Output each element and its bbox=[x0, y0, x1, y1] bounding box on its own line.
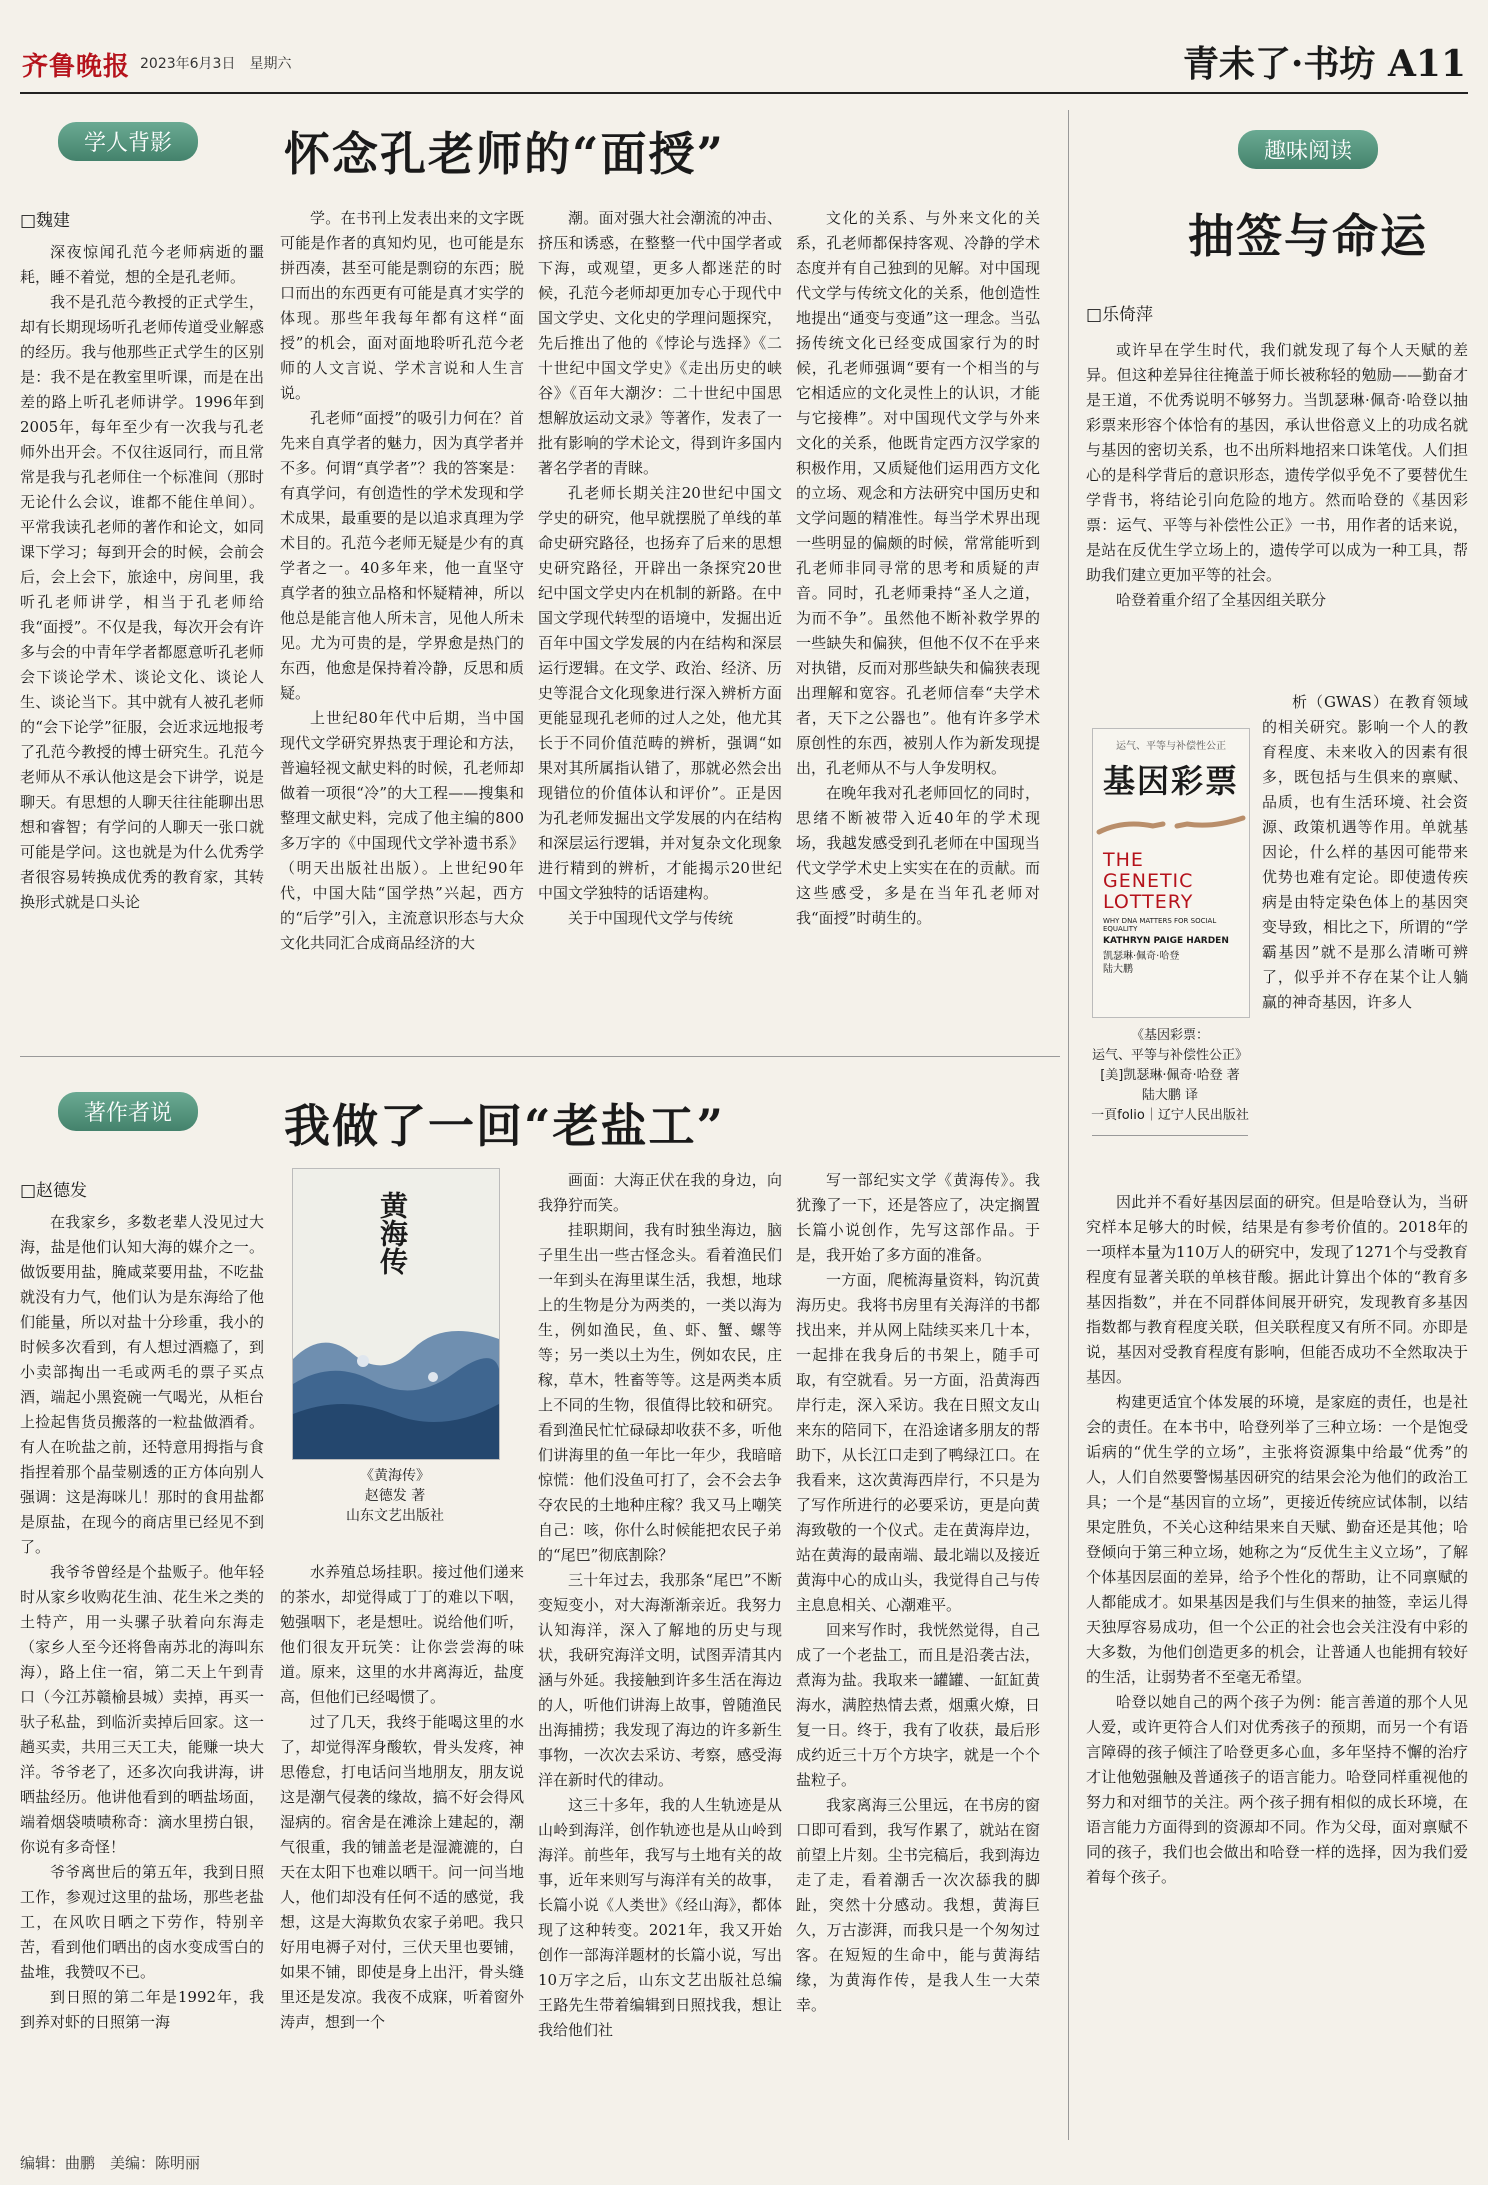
section-title: 青未了·书坊 A11 bbox=[1182, 43, 1466, 85]
paragraph: 因此并不看好基因层面的研究。但是哈登认为，当研究样本足够大的时候，结果是有参考价值的。2018年的一项样本量为110万人的研究中，发现了1271个与受教育程度有显著关联的单核苷酸。据此计算出个体的“教育多基因指数”，并在不同群体间展开研究，发现教育多基因指数都与教育程度关联，但关联程度又有所不同。亦即是说，基因对受教育程度有影响，但能否成功不全然取决于基因。 bbox=[1086, 1193, 1468, 1386]
paragraph: 到日照的第二年是1992年，我到养对虾的日照第一海 bbox=[20, 1988, 264, 2031]
paragraph: 析（GWAS）在教育领域的相关研究。影响一个人的教育程度、未来收入的因素有很多，既包括与生俱来的禀赋、品质，也有生活环境、社会资源、政策机遇等作用。单就基因论，什么样的基因可能带来优势也难有定论。即使遗传疾病是由特定染色体上的基因突变导致，相比之下，所谓的“学霸基因”就不是那么清晰可辨了，似乎并不存在某个让人躺赢的神奇基因，许多人 bbox=[1262, 693, 1468, 1011]
issue-date bbox=[140, 53, 305, 73]
paragraph: 文化的关系、与外来文化的关系，孔老师都保持客观、冷静的学术态度并有自己独到的见解。对中国现代文学与传统文化的关系，他创造性地提出“通变与变通”这一理念。当弘扬传统文化已经变成国家行为的时候，孔老师强调“要有一个相当的与它相适应的文化灵性上的认识，才能与它接榫”。对中国现代文学与外来文化的关系，他既肯定西方汉学家的积极作用，又质疑他们运用西方文化的立场、观念和方法研究中国历史和文学问题的精准性。每当学术界出现一些明显的偏颇的时候，常常能听到孔老师非同寻常的思考和质疑的声音。同时，孔老师秉持“圣人之道，为而不争”。虽然他不断补救学界的一些缺失和偏狭，但他不仅不在乎来对执错，反而对那些缺失和偏狭表现出理解和宽容。孔老师信奉“夫学术者，天下之公器也”。他有许多学术原创性的东西，被别人作为新发现提出，孔老师从不与人争发明权。 bbox=[796, 209, 1040, 777]
tag-scholar: 学人背影 bbox=[58, 122, 198, 161]
paragraph: 水养殖总场挂职。接过他们递来的茶水，却觉得咸丁丁的难以下咽，勉强咽下，老是想吐。说给他们听，他们很友开玩笑：让你尝尝海的味道。原来，这里的水井离海近，盐度高，但他们已经喝惯了。 bbox=[280, 1563, 524, 1706]
cover-en-title bbox=[1093, 850, 1249, 913]
caption-line-1: 《基因彩票： bbox=[1130, 1028, 1209, 1043]
caption-line-4: 陆大鹏 译 bbox=[1141, 1088, 1199, 1103]
paragraph: 孔老师“面授”的吸引力何在？首先来自真学者的魅力，因为真学者并不多。何谓“真学者”？我的答案是：有真学问，有创造性的学术发现和学术成果，最重要的是以追求真理为学术目的。孔范今老师无疑是少有的真学者之一。40多年来，他一直坚守真学者的独立品格和怀疑精神，所以他总是能言他人所未言，见他人所未见。尤为可贵的是，学界愈是热门的东西，他愈是保持着冷静，反思和质疑。 bbox=[280, 409, 524, 702]
article2-title: 我做了一回“老盐工” bbox=[284, 1099, 725, 1153]
cover-en-author: KATHRYN PAIGE HARDEN bbox=[1103, 936, 1229, 946]
paragraph: 画面：大海正伏在我的身边，向我狰狞而笑。 bbox=[538, 1171, 782, 1214]
paragraph: 这三十多年，我的人生轨迹是从山岭到海洋，创作轨迹也是从山岭到海洋。前些年，我写与土地有关的故事，近年来则写与海洋有关的故事，长篇小说《人类世》《经山海》，都体现了这种转变。2021年，我又开始创作一部海洋题材的长篇小说，写出10万字之后，山东文艺出版社总编王路先生带着编辑到日照找我，想让我给他们社 bbox=[538, 1796, 782, 2039]
date: 2023年6月3日 bbox=[140, 56, 236, 72]
paragraph: 三十年过去，我那条“尾巴”不断变短变小，对大海渐渐亲近。我努力认知海洋，深入了解地的历史与现状，我研究海洋文明，试图弄清其内涵与外延。我接触到许多生活在海边的人，听他们讲海上故事，曾随渔民出海捕捞；我发现了海边的许多新生事物，一次次去采访、考察，感受海洋在新时代的律动。 bbox=[538, 1571, 782, 1789]
paragraph: 上世纪80年代中后期，当中国现代文学研究界热衷于理论和方法，普遍轻视文献史料的时候，孔老师却做着一项很“冷”的大工程——搜集和整理文献史料，完成了他主编的800多万字的《中国现代文学补遗书系》（明天出版社出版）。上世纪90年代，中国大陆“国学热”兴起，西方的“后学”引入，主流意识形态与大众文化共同汇合成商品经济的大 bbox=[280, 709, 524, 952]
article3-title: 抽签与命运 bbox=[1188, 209, 1428, 263]
paragraph: 或许早在学生时代，我们就发现了每个人天赋的差异。但这种差异往往掩盖于师长被称轻的勉励——勤奋才是王道，不优秀说明不够努力。当凯瑟琳·佩奇·哈登以抽彩票来形容个体恰有的基因，承认世俗意义上的功成名就与基因的密切关系，也不出所料地招来口诛笔伐。人们担心的是科学背后的意识形态，遗传学似乎免不了要替优生学背书，将结论引向危险的地方。然而哈登的《基因彩票：运气、平等与补偿性公正》一书，用作者的话来说，是站在反优生学立场上的，遗传学可以成为一种工具，帮助我们建立更加平等的社会。 bbox=[1086, 341, 1468, 584]
book-cover-huanghaizhuan bbox=[292, 1168, 500, 1460]
cover-cn-author-1: 凯瑟琳·佩奇·哈登 bbox=[1103, 951, 1180, 962]
article1-col3 bbox=[538, 206, 782, 1030]
column-divider bbox=[1068, 110, 1069, 2140]
paragraph: 挂职期间，我有时独坐海边，脑子里生出一些古怪念头。看着渔民们一年到头在海里谋生活，我想，地球上的生物是分为两类的，一类以海为生，例如渔民，鱼、虾、蟹、螺等等；另一类以土为生，例如农民，庄稼，草木，牲畜等等。这是两类本质上不同的生物，很值得比较和研究。看到渔民忙忙碌碌却收获不多，听他们讲海里的鱼一年比一年少，我暗暗惊慌：他们没鱼可打了，会不会去争夺农民的土地种庄稼？我又马上嘲笑自己：咳，你什么时候能把农民子弟的“尾巴”彻底割除？ bbox=[538, 1221, 782, 1564]
paragraph: 学。在书刊上发表出来的文字既可能是作者的真知灼见，也可能是东拼西凑，甚至可能是剽窃的东西；脱口而出的东西更有可能是真才实学的体现。那些年我每年都有这样“面授”的机会，面对面地聆听孔范今老师的人文言说、学术言说和人生言说。 bbox=[280, 209, 524, 402]
book-caption bbox=[292, 1466, 498, 1526]
article1-col1 bbox=[20, 240, 264, 1030]
cover-cn-author bbox=[1093, 950, 1249, 976]
caption-line-5: 一頁folio｜辽宁人民出版社 bbox=[1091, 1108, 1249, 1123]
book-caption-publisher: 山东文艺出版社 bbox=[346, 1508, 444, 1524]
tag-fun-reading: 趣味阅读 bbox=[1238, 130, 1378, 169]
book-cover-genetic-lottery bbox=[1092, 728, 1250, 1018]
paragraph: 哈登以她自己的两个孩子为例：能言善道的那个人见人爱，或许更符合人们对优秀孩子的预期，而另一个有语言障碍的孩子倾注了哈登更多心血，多年坚持不懈的治疗才让他勉强触及普通孩子的语言能力。哈登同样重视他的努力和对细节的关注。两个孩子拥有相似的成长环境，在语言能力方面得到的资源却不同。作为父母，面对禀赋不同的孩子，我们也会做出和哈登一样的选择，因为我们爱着每个孩子。 bbox=[1086, 1693, 1468, 1886]
cover-cn-title: 基因彩票 bbox=[1102, 762, 1239, 800]
paragraph: 我家离海三公里远，在书房的窗口即可看到，我写作累了，就站在窗前望上片刻。尘书完稿后，我到海边走了走，看着潮舌一次次舔我的脚趾，突然十分感动。我想，黄海巨久，万古澎湃，而我只是一个匆匆过客。在短短的生命中，能与黄海结缘，为黄海作传，是我人生一大荣幸。 bbox=[796, 1796, 1040, 2014]
hands-illustration bbox=[1093, 802, 1249, 846]
paragraph: 一方面，爬梳海量资料，钩沉黄海历史。我将书房里有关海洋的书都找出来，并从网上陆续买来几十本，一起排在我身后的书架上，随手可取，有空就看。另一方面，沿黄海西岸行走，深入采访。我在日照文友山来东的陪同下，在沿途诸多朋友的帮助下，从长江口走到了鸭绿江口。在我看来，这次黄海西岸行，不只是为了写作所进行的必要采访，更是向黄海致敬的一个仪式。走在黄海岸边，站在黄海的最南端、最北端以及接近黄海中心的成山头，我觉得自己与传主息息相关、心潮难平。 bbox=[796, 1271, 1040, 1614]
caption-line-2: 运气、平等与补偿性公正》 bbox=[1091, 1048, 1248, 1063]
footer-editors: 编辑：曲鹏 美编：陈明丽 bbox=[20, 2154, 201, 2172]
caption-line-3: [美]凯瑟琳·佩奇·哈登 著 bbox=[1100, 1068, 1240, 1083]
article1-author: □魏建 bbox=[20, 211, 71, 231]
paragraph: 哈登着重介绍了全基因组关联分 bbox=[1116, 591, 1327, 609]
paragraph: 孔老师长期关注20世纪中国文学史的研究，他早就摆脱了单线的革命史研究路径，也扬弃了后来的思想史研究路径，开辟出一条探究20世纪中国文学史内在机制的新路。在中国文学现代转型的语境中，发掘出近百年中国文学发展的内在结构和深层运行逻辑。在文学、政治、经济、历史等混合文化现象进行深入辨析方面更能显现孔老师的过人之处，他尤其长于不同价值范畴的辨析，强调“如果对其所属指认错了，那就必然会出现错位的价值体认和评价”。正是因为孔老师发掘出文学发展的内在结构和深层运行逻辑，并对复杂文化现象进行精到的辨析，才能揭示20世纪中国文学独特的话语建构。 bbox=[538, 484, 782, 902]
article2-col2 bbox=[280, 1560, 524, 2140]
book-caption-title: 《黄海传》 bbox=[360, 1468, 430, 1484]
paragraph: 回来写作时，我恍然觉得，自己成了一个老盐工，而且是沿袭古法，煮海为盐。我取来一罐罐、一缸缸黄海水，满腔热情去煮，烟熏火燎，日复一日。终于，我有了收获，最后形成约近三十万个方块字，就是一个个盐粒子。 bbox=[796, 1621, 1040, 1789]
book-cover-title: 黄海传 bbox=[376, 1191, 409, 1275]
article2-col1 bbox=[20, 1210, 264, 2140]
paragraph: 过了几天，我终于能喝这里的水了，却觉得浑身酸软，骨头发疼，神思倦怠，打电话问当地朋友，朋友说这是潮气侵袭的缘故，搞不好会得风湿病的。宿舍是在滩涂上建起的，潮气很重，我的铺盖老是湿漉漉的，白天在太阳下也难以晒干。问一问当地人，他们却没有任何不适的感觉，我想，这是大海欺负农家子弟吧。我只好用电褥子对付，三伏天里也要铺，如果不铺，即使是身上出汗，骨头缝里还是发凉。我夜不成寐，听着窗外涛声，想到一个 bbox=[280, 1713, 524, 2031]
header-divider bbox=[20, 92, 1468, 94]
paragraph: 写一部纪实文学《黄海传》。我犹豫了一下，还是答应了，决定搁置长篇小说创作，先写这部作品。于是，我开始了多方面的准备。 bbox=[796, 1171, 1040, 1264]
article3-bottom bbox=[1086, 1190, 1468, 2140]
article1-col2 bbox=[280, 206, 524, 1030]
cover-subtitle: 运气、平等与补偿性公正 bbox=[1116, 741, 1226, 752]
paragraph: 关于中国现代文学与传统 bbox=[568, 909, 734, 927]
paragraph: 构建更适宜个体发展的环境，是家庭的责任，也是社会的责任。在本书中，哈登列举了三种立场：一个是饱受诟病的“优生学的立场”，主张将资源集中给最“优秀”的人，人们自然要警惕基因研究的结果会沦为他们的政治工具；一个是“基因盲的立场”，更接近传统应试体制，以结果定胜负，不关心这种结果来自天赋、勤奋还是其他；哈登倾向于第三种立场，她称之为“反优生主义立场”，了解个体基因层面的差异，给予个性化的帮助，让不同禀赋的人都能成才。如果基因是我们与生俱来的抽签，幸运儿得天独厚容易成功，但一个公正的社会也会关注没有中彩的大多数，为他们创造更多的机会，让普通人也能拥有较好的生活，让弱势者不至毫无希望。 bbox=[1086, 1393, 1468, 1686]
section-divider bbox=[20, 1056, 1060, 1057]
paragraph: 我不是孔范今教授的正式学生，却有长期现场听孔老师传道受业解惑的经历。我与他那些正式学生的区别是：我不是在教室里听课，而是在出差的路上听孔老师讲学。1996年到2005年，每年至少有一次我与孔老师外出开会。不仅往返同行，而且常常是我与孔老师住一个标准间（那时无论什么会议，谁都不能住单间）。平常我读孔老师的著作和论文，如同课下学习；每到开会的时候，会前会后，会上会下，旅途中，房间里，我听孔老师讲学，相当于孔老师给我“面授”。不仅是我，每次开会有许多与会的中青年学者都愿意听孔老师会下谈论学术、谈论文化、谈论人生、谈论当下。其中就有人被孔老师的“会下论学”征服，会近求远地报考了孔范今教授的博士研究生。孔范今老师从不承认他这是会下讲学，说是聊天。有思想的人聊天往往能聊出思想和睿智；有学问的人聊天一张口就可能是学问。这也就是为什么优秀学者很容易转换成优秀的教育家，其转换形式就是口头论 bbox=[20, 293, 264, 911]
article2-col4 bbox=[796, 1168, 1040, 2140]
article3-beside bbox=[1262, 690, 1468, 1190]
article3-author: □乐倚萍 bbox=[1086, 305, 1154, 325]
article1-col4 bbox=[796, 206, 1040, 1030]
paragraph: 爷爷离世后的第五年，我到日照工作，参观过这里的盐场，那些老盐工，在风吹日晒之下劳作，特别辛苦，看到他们晒出的卤水变成雪白的盐堆，我赞叹不已。 bbox=[20, 1863, 264, 1981]
paragraph: 在我家乡，多数老辈人没见过大海，盐是他们认知大海的媒介之一。做饭要用盐，腌咸菜要用盐，不吃盐就没有力气，他们认为是东海给了他们能量，所以对盐十分珍重，我小的时候多次看到，有人想过酒瘾了，到小卖部掏出一毛或两毛的票子买点酒，端起小黑瓷碗一气喝光，从柜台上捡起售货员搬落的一粒盐做酒肴。有人在吮盐之前，还特意用拇指与食指捏着那个晶莹剔透的正方体向别人强调：这是海咪儿！那时的食用盐都是原盐，在现今的商店里已经见不到了。 bbox=[20, 1213, 264, 1556]
article2-col3 bbox=[538, 1168, 782, 2140]
article1-title: 怀念孔老师的“面授” bbox=[284, 127, 725, 181]
tag-author: 著作者说 bbox=[58, 1092, 198, 1131]
paragraph: 我爷爷曾经是个盐贩子。他年轻时从家乡收购花生油、花生米之类的土特产，用一头骡子驮着向东海走（家乡人至今还将鲁南苏北的海叫东海），路上住一宿，第二天上午到青口（今江苏赣榆县城）卖掉，再买一驮子私盐，到临沂卖掉后回家。这一趟买卖，共用三天工夫，能赚一块大洋。爷爷老了，还多次向我讲海，讲晒盐经历。他讲他看到的晒盐场面，端着烟袋啧啧称奇：滴水里捞白银，你说有多奇怪！ bbox=[20, 1563, 264, 1856]
cover-en-line-3: LOTTERY bbox=[1103, 891, 1194, 913]
paragraph: 潮。面对强大社会潮流的冲击、挤压和诱惑，在整整一代中国学者或下海，或观望，更多人都迷茫的时候，孔范今老师却更加专心于现代中国文学史、文化史的学理问题探究，先后推出了他的《悖论与选择》《二十世纪中国文学史》《走出历史的峡谷》《百年大潮汐：二十世纪中国思想解放运动文录》等著作，发表了一批有影响的学术论文，得到许多国内著名学者的青睐。 bbox=[538, 209, 782, 477]
paragraph: 在晚年我对孔老师回忆的同时，思绪不断被带入近40年的学术现场，我越发感受到孔老师在中国现当代文学学术史上实实在在的贡献。而这些感受，多是在当年孔老师对我“面授”时萌生的。 bbox=[796, 784, 1040, 927]
article2-author: □赵德发 bbox=[20, 1181, 88, 1201]
cover-cn-author-2: 陆大鹏 bbox=[1103, 964, 1133, 975]
caption-rule bbox=[1092, 1135, 1248, 1136]
article3-top bbox=[1086, 338, 1468, 688]
book-caption-author: 赵德发 著 bbox=[364, 1488, 426, 1504]
cover-en-subtitle: WHY DNA MATTERS FOR SOCIAL EQUALITY bbox=[1103, 917, 1217, 933]
weekday: 星期六 bbox=[249, 56, 292, 72]
newspaper-logo: 齐鲁晚报 bbox=[22, 52, 131, 82]
cover-en-line-2: GENETIC bbox=[1103, 870, 1194, 892]
genetic-lottery-caption bbox=[1086, 1026, 1254, 1126]
paragraph: 深夜惊闻孔范今老师病逝的噩耗，睡不着觉，想的全是孔老师。 bbox=[20, 243, 264, 286]
cover-en-line-1: THE bbox=[1103, 849, 1144, 871]
